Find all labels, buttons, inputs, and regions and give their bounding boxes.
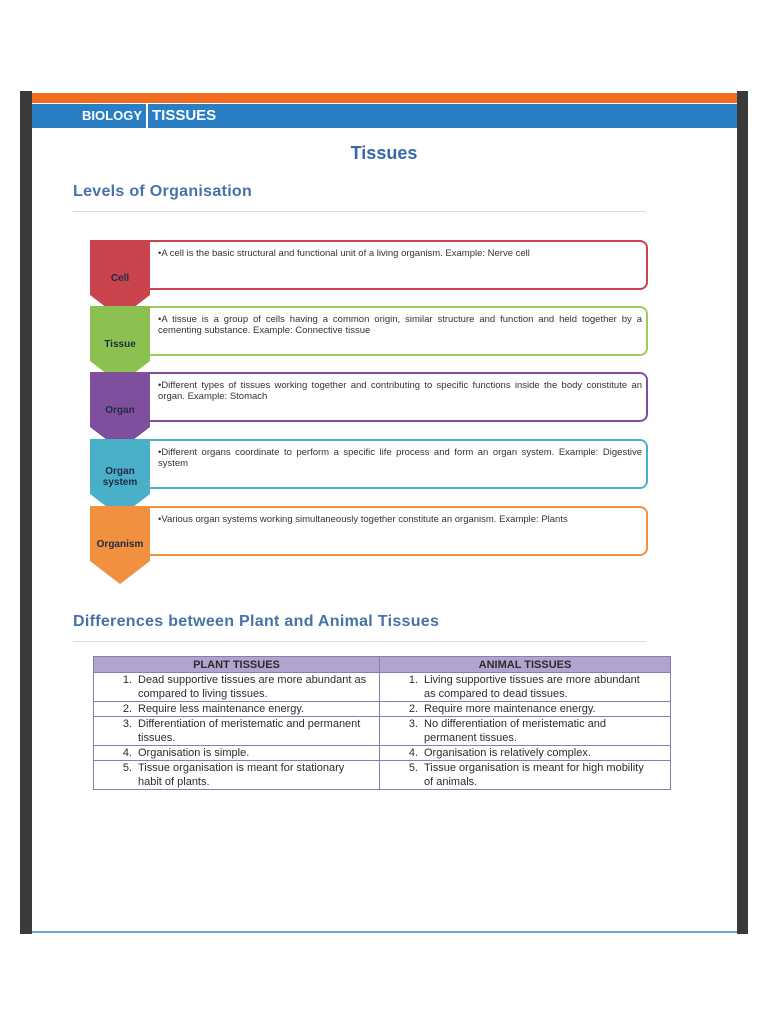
header-accent-strip (32, 93, 737, 103)
row-number: 2. (408, 703, 418, 715)
plant-cell (94, 746, 380, 761)
row-number: 1. (408, 674, 418, 686)
animal-cell (380, 761, 671, 790)
plant-text: Organisation is simple. (138, 747, 250, 759)
plant-text: Differentiation of meristematic and permanent tissues. (138, 718, 361, 744)
level-row (90, 372, 650, 438)
plant-text: Dead supportive tissues are more abundant as compared to living tissues. (138, 674, 367, 700)
level-row (90, 240, 650, 306)
page-frame-right (737, 91, 748, 934)
row-number: 4. (122, 747, 132, 759)
level-row (90, 306, 650, 372)
table-row (94, 746, 671, 761)
animal-cell (380, 702, 671, 717)
differences-heading: Differences between Plant and Animal Tissues (73, 613, 440, 630)
header-divider (146, 104, 148, 128)
chapter-label: TISSUES (152, 107, 217, 124)
column-header-plant: PLANT TISSUES (94, 657, 380, 673)
level-row (90, 506, 650, 572)
row-number: 5. (122, 762, 132, 774)
level-description: •A tissue is a group of cells having a common origin, similar structure and function and held together by a cementing substance. Example: Connective tissue (148, 306, 648, 356)
level-name: Organism (96, 539, 144, 550)
row-number: 4. (408, 747, 418, 759)
animal-text: Living supportive tissues are more abundant as compared to dead tissues. (424, 674, 640, 700)
level-name: Organ system (102, 466, 138, 488)
level-name: Organ (105, 405, 135, 416)
level-description: •A cell is the basic structural and functional unit of a living organism. Example: Nerve cell (148, 240, 648, 290)
differences-table (93, 656, 671, 790)
plant-cell (94, 717, 380, 746)
animal-text: Require more maintenance energy. (424, 703, 596, 715)
plant-cell (94, 702, 380, 717)
level-row (90, 439, 650, 505)
table-row (94, 717, 671, 746)
differences-heading-rule (73, 641, 646, 642)
bottom-rule (32, 931, 737, 933)
level-description: •Different organs coordinate to perform a specific life process and form an organ system. Example: Digestive system (148, 439, 648, 489)
table-row (94, 673, 671, 702)
level-chevron (90, 506, 150, 584)
animal-text: Tissue organisation is meant for high mobility of animals. (424, 762, 644, 788)
animal-text: Organisation is relatively complex. (424, 747, 591, 759)
page-title: Tissues (350, 143, 418, 163)
table-header-row (94, 657, 671, 673)
plant-cell (94, 673, 380, 702)
animal-cell (380, 717, 671, 746)
levels-heading: Levels of Organisation (73, 183, 253, 200)
animal-text: No differentiation of meristematic and permanent tissues. (424, 718, 606, 744)
plant-text: Require less maintenance energy. (138, 703, 305, 715)
row-number: 3. (122, 718, 132, 730)
row-number: 5. (408, 762, 418, 774)
level-name: Tissue (104, 339, 136, 350)
page-frame-left (20, 91, 32, 934)
row-number: 1. (122, 674, 132, 686)
plant-cell (94, 761, 380, 790)
column-header-animal: ANIMAL TISSUES (380, 657, 671, 673)
row-number: 3. (408, 718, 418, 730)
animal-cell (380, 746, 671, 761)
plant-text: Tissue organisation is meant for stationary habit of plants. (138, 762, 345, 788)
level-name: Cell (110, 273, 130, 284)
animal-cell (380, 673, 671, 702)
level-description: •Various organ systems working simultaneously together constitute an organism. Example: Plants (148, 506, 648, 556)
levels-heading-rule (73, 211, 646, 212)
table-row (94, 702, 671, 717)
subject-label: BIOLOGY (82, 108, 142, 123)
level-description: •Different types of tissues working together and contributing to specific functions inside the body constitute an organ. Example: Stomach (148, 372, 648, 422)
table-row (94, 761, 671, 790)
row-number: 2. (122, 703, 132, 715)
